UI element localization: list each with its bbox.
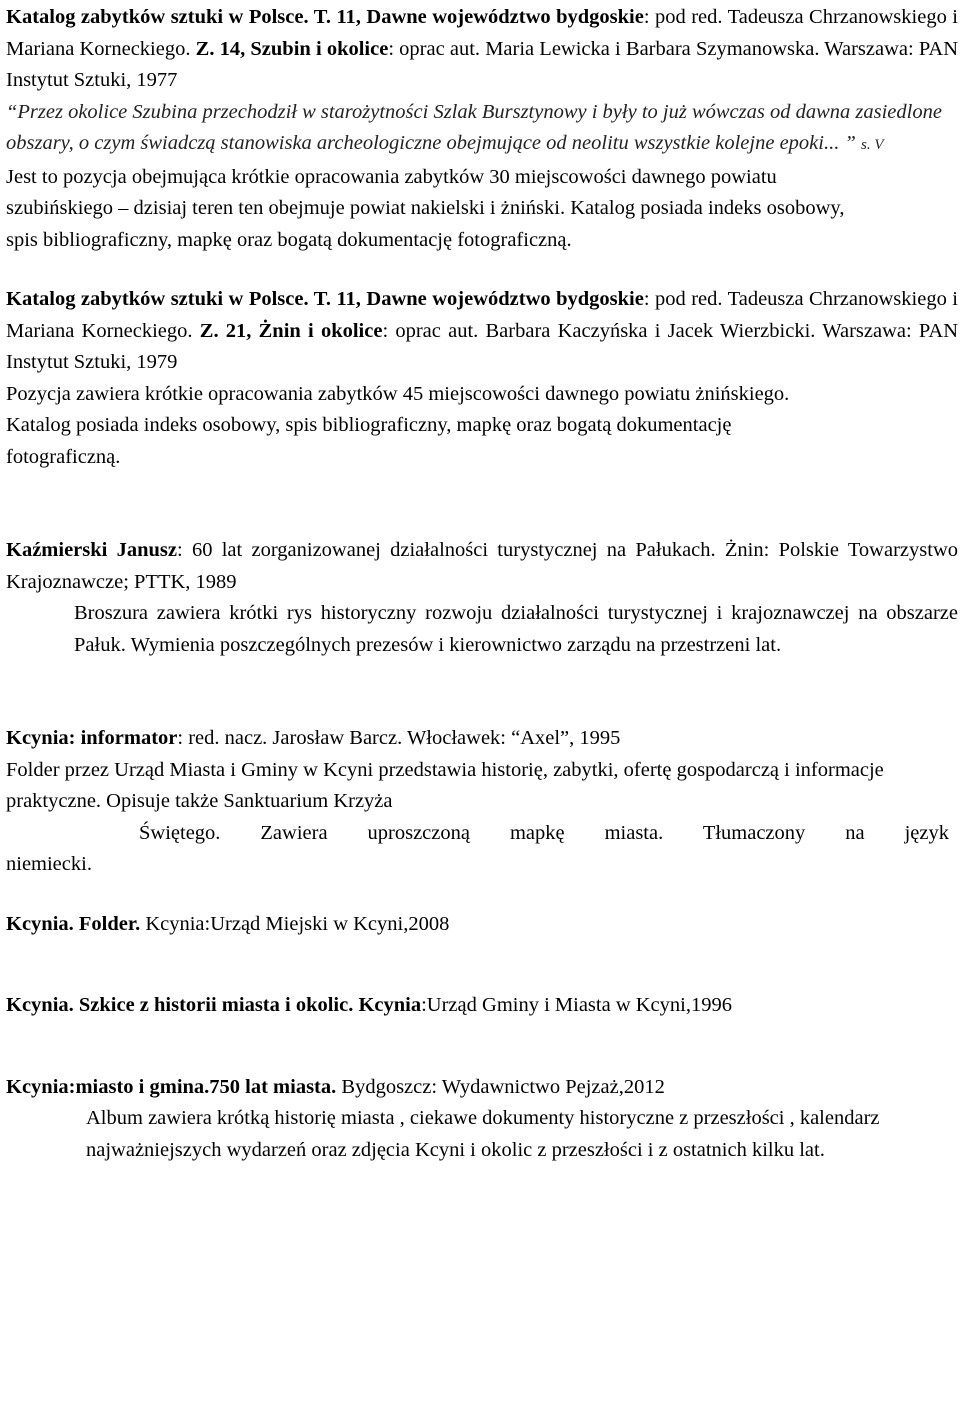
bibliography-entry-7 bbox=[6, 1072, 958, 1167]
entry-publisher: Warszawa: PAN Instytut Sztuki, 1979 bbox=[6, 319, 959, 373]
entry-volume: Z. 14, Szubin i okolice bbox=[195, 37, 389, 60]
entry-description: Pozycja zawiera krótkie opracowania zabytków 45 miejscowości dawnego powiatu żnińskiego. Katalog posiada indeks osobowy, spis bibliograficzny, mapkę oraz bogatą dokumentację fotograficzną. bbox=[6, 382, 790, 468]
entry-heading bbox=[6, 284, 958, 379]
entry-quote bbox=[6, 97, 958, 162]
entry-details: : red. nacz. Jarosław Barcz. Włocławek: “Axel”, 1995 bbox=[177, 727, 621, 749]
entry-heading bbox=[6, 723, 958, 755]
entry-title: Kcynia: informator bbox=[6, 727, 178, 749]
bibliography-entry-5 bbox=[6, 909, 958, 941]
bibliography-entry-3 bbox=[6, 535, 958, 661]
bibliography-entry-1 bbox=[6, 2, 958, 256]
bibliography-page bbox=[6, 2, 958, 1166]
entry-title: Katalog zabytków sztuki w Polsce. T. 11, Dawne województwo bydgoskie bbox=[6, 288, 644, 310]
entry-title: Kcynia:miasto i gmina.750 lat miasta. bbox=[6, 1075, 337, 1098]
entry-volume: Z. 21, Żnin i okolice bbox=[199, 319, 383, 342]
entry-description: Album zawiera krótką historię miasta , ciekawe dokumenty historyczne z przeszłości , kalendarz najważniejszych wydarzeń oraz zdjęcia Kcyni i okolic z przeszłości i z ostatnich kilku lat. bbox=[86, 1107, 880, 1161]
bibliography-entry-6 bbox=[6, 990, 958, 1022]
entry-heading bbox=[6, 1072, 958, 1104]
entry-title: Kcynia. Folder. bbox=[6, 912, 141, 935]
quote-text: “Przez okolice Szubina przechodził w starożytności Szlak Bursztynowy i były to już wówczas od dawna zasiedlone obszary, o czym świadczą stanowiska archeologiczne obejmujące od neolitu wszystkie kolejne epoki... ” bbox=[6, 100, 942, 154]
entry-heading bbox=[6, 990, 958, 1022]
entry-details: : 60 lat zorganizowanej działalności turystycznej na Pałukach. Żnin: Polskie Towarzystwo Krajoznawcze; PTTK, 1989 bbox=[6, 539, 958, 593]
entry-heading bbox=[6, 535, 958, 598]
entry-description: Folder przez Urząd Miasta i Gminy w Kcyni przedstawia historię, zabytki, ofertę gospodarczą i informacje praktyczne. Opisuje także Sanktuarium Krzyża bbox=[6, 758, 884, 812]
entry-description-end: niemiecki. bbox=[6, 853, 92, 875]
entry-heading bbox=[6, 909, 958, 941]
entry-details: Kcynia:Urząd Miejski w Kcyni,2008 bbox=[140, 912, 450, 935]
entry-details: Bydgoszcz: Wydawnictwo Pejzaż,2012 bbox=[336, 1075, 665, 1098]
entry-authors: : oprac aut. Barbara Kaczyńska i Jacek Wierzbicki. bbox=[382, 319, 816, 342]
entry-description-cont: Świętego. Zawiera uproszczoną mapkę miasta. Tłumaczony na język bbox=[139, 821, 949, 844]
entry-editors: : pod red. Tadeusza Chrzanowskiego i Mariana Korneckiego. bbox=[6, 6, 958, 60]
entry-author: Kaźmierski Janusz bbox=[6, 539, 177, 561]
entry-description: Broszura zawiera krótki rys historyczny rozwoju działalności turystycznej i krajoznawczej na obszarze Pałuk. Wymienia poszczególnych prezesów i kierownictwo zarządu na przestrzeni lat. bbox=[74, 602, 958, 656]
entry-publisher: Warszawa: PAN Instytut Sztuki, 1977 bbox=[6, 37, 958, 91]
entry-title: Katalog zabytków sztuki w Polsce. T. 11, Dawne województwo bydgoskie bbox=[6, 6, 644, 28]
bibliography-entry-4 bbox=[6, 723, 958, 881]
quote-page-ref: s. V bbox=[860, 137, 884, 153]
entry-details: :Urząd Gminy i Miasta w Kcyni,1996 bbox=[421, 994, 732, 1016]
entry-authors: : oprac aut. Maria Lewicka i Barbara Szymanowska. bbox=[388, 37, 820, 60]
entry-description: Jest to pozycja obejmująca krótkie opracowania zabytków 30 miejscowości dawnego powiatu szubińskiego – dzisiaj teren ten obejmuje powiat nakielski i żniński. Katalog posiada indeks osobowy, spis bibliograficzny, mapkę oraz bogatą dokumentację fotograficzną. bbox=[6, 165, 845, 251]
entry-title: Kcynia. Szkice z historii miasta i okolic. Kcynia bbox=[6, 994, 422, 1016]
entry-heading bbox=[6, 2, 958, 97]
bibliography-entry-2 bbox=[6, 284, 958, 473]
entry-editors: : pod red. Tadeusza Chrzanowskiego i Mariana Korneckiego. bbox=[6, 288, 958, 342]
